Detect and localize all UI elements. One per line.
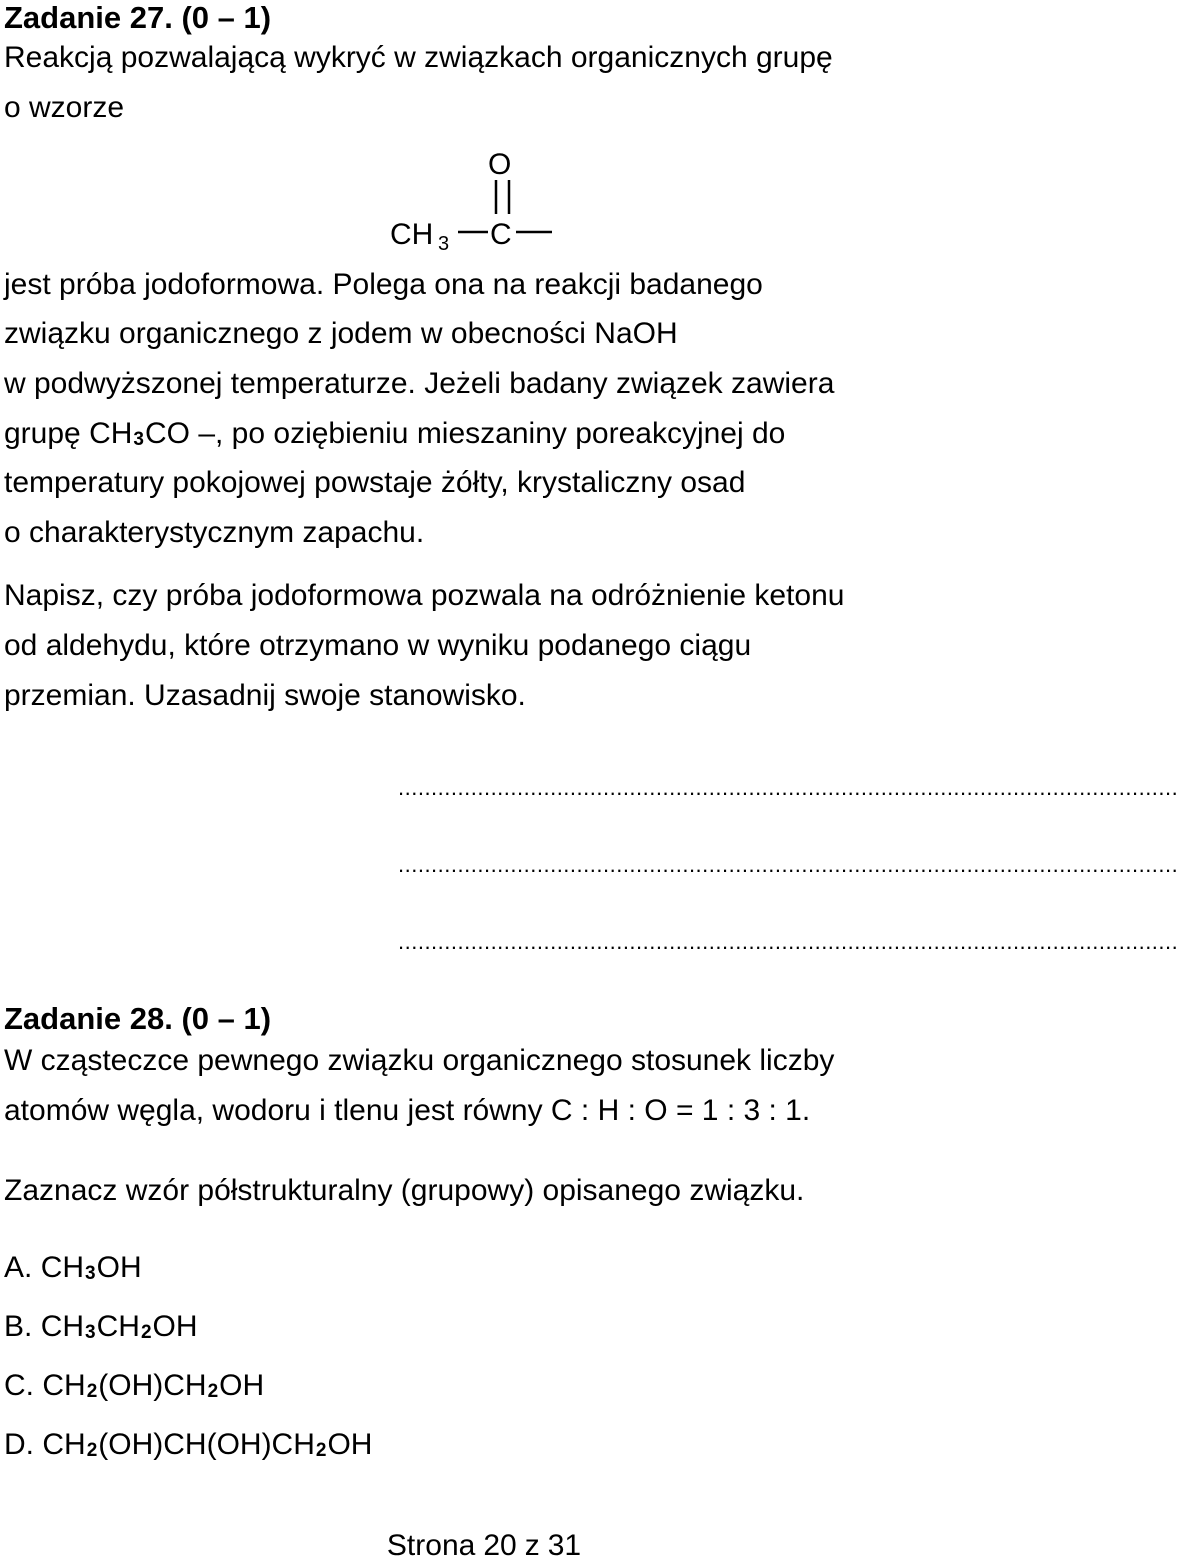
footer-page-word: Strona	[386, 1529, 476, 1562]
answer-line-2[interactable]: ......................................................................................................................	[398, 852, 1178, 877]
task-27-heading: Zadanie 27. (0 – 1)	[4, 0, 272, 35]
task-27-paragraph-line-1: jest próba jodoformowa. Polega ona na reakcji badanego	[4, 268, 763, 301]
option-d-label: D.	[4, 1428, 34, 1461]
structure-oxygen: O	[488, 148, 512, 181]
acetyl-group-structure	[380, 140, 560, 255]
line-4-text-b: CO –, po oziębieniu mieszaniny poreakcyjnej do	[144, 417, 786, 450]
task-28-line-2: atomów węgla, wodoru i tlenu jest równy C : H : O = 1 : 3 : 1.	[4, 1094, 811, 1127]
structure-sub-3: 3	[438, 233, 450, 255]
task-27-paragraph-line-3: w podwyższonej temperaturze. Jeżeli badany związek zawiera	[4, 367, 835, 400]
structure-ch: CH	[390, 218, 434, 251]
option-b-label: B.	[4, 1310, 33, 1343]
task-28-instruction: Zaznacz wzór półstrukturalny (grupowy) opisanego związku.	[4, 1174, 805, 1207]
answer-line-3[interactable]: ......................................................................................................................	[398, 929, 1178, 954]
option-a-formula: CH3OH	[40, 1251, 142, 1284]
option-d-formula: CH2(OH)CH(OH)CH2OH	[42, 1428, 373, 1461]
answer-line-1[interactable]: ......................................................................................................................	[398, 775, 1178, 800]
task-27-question-line-3: przemian. Uzasadnij swoje stanowisko.	[4, 679, 526, 712]
option-b-formula: CH3CH2OH	[40, 1310, 198, 1343]
option-d[interactable]	[4, 1427, 372, 1467]
task-27-paragraph-line-5: temperatury pokojowej powstaje żółty, krystaliczny osad	[4, 466, 746, 499]
structure-carbon: C	[490, 218, 512, 251]
line-4-text-a: grupę CH	[4, 417, 133, 450]
footer-page-number: 20	[483, 1529, 517, 1562]
task-27-intro-line-2: o wzorze	[4, 91, 125, 124]
task-27-question-line-1: Napisz, czy próba jodoformowa pozwala na odróżnienie ketonu	[4, 579, 845, 612]
task-27-intro-line-1: Reakcją pozwalającą wykryć w związkach organicznych grupę	[4, 41, 833, 74]
option-c-label: C.	[4, 1369, 34, 1402]
task-27-paragraph-line-4	[4, 416, 785, 456]
page-footer	[0, 1528, 960, 1564]
task-27-paragraph-line-6: o charakterystycznym zapachu.	[4, 516, 425, 549]
task-28-line-1: W cząsteczce pewnego związku organicznego stosunek liczby	[4, 1044, 835, 1077]
line-4-subscript: 3	[133, 429, 144, 450]
option-a[interactable]	[4, 1250, 142, 1290]
task-27-question-line-2: od aldehydu, które otrzymano w wyniku podanego ciągu	[4, 629, 752, 662]
task-27-paragraph-line-2: związku organicznego z jodem w obecności NaOH	[4, 317, 678, 350]
task-28-heading: Zadanie 28. (0 – 1)	[4, 1001, 272, 1036]
option-b[interactable]	[4, 1309, 198, 1349]
footer-of-word: z	[524, 1529, 540, 1562]
option-c[interactable]	[4, 1368, 264, 1408]
footer-total-pages: 31	[547, 1529, 582, 1562]
option-a-label: A.	[4, 1251, 33, 1284]
option-c-formula: CH2(OH)CH2OH	[42, 1369, 265, 1402]
